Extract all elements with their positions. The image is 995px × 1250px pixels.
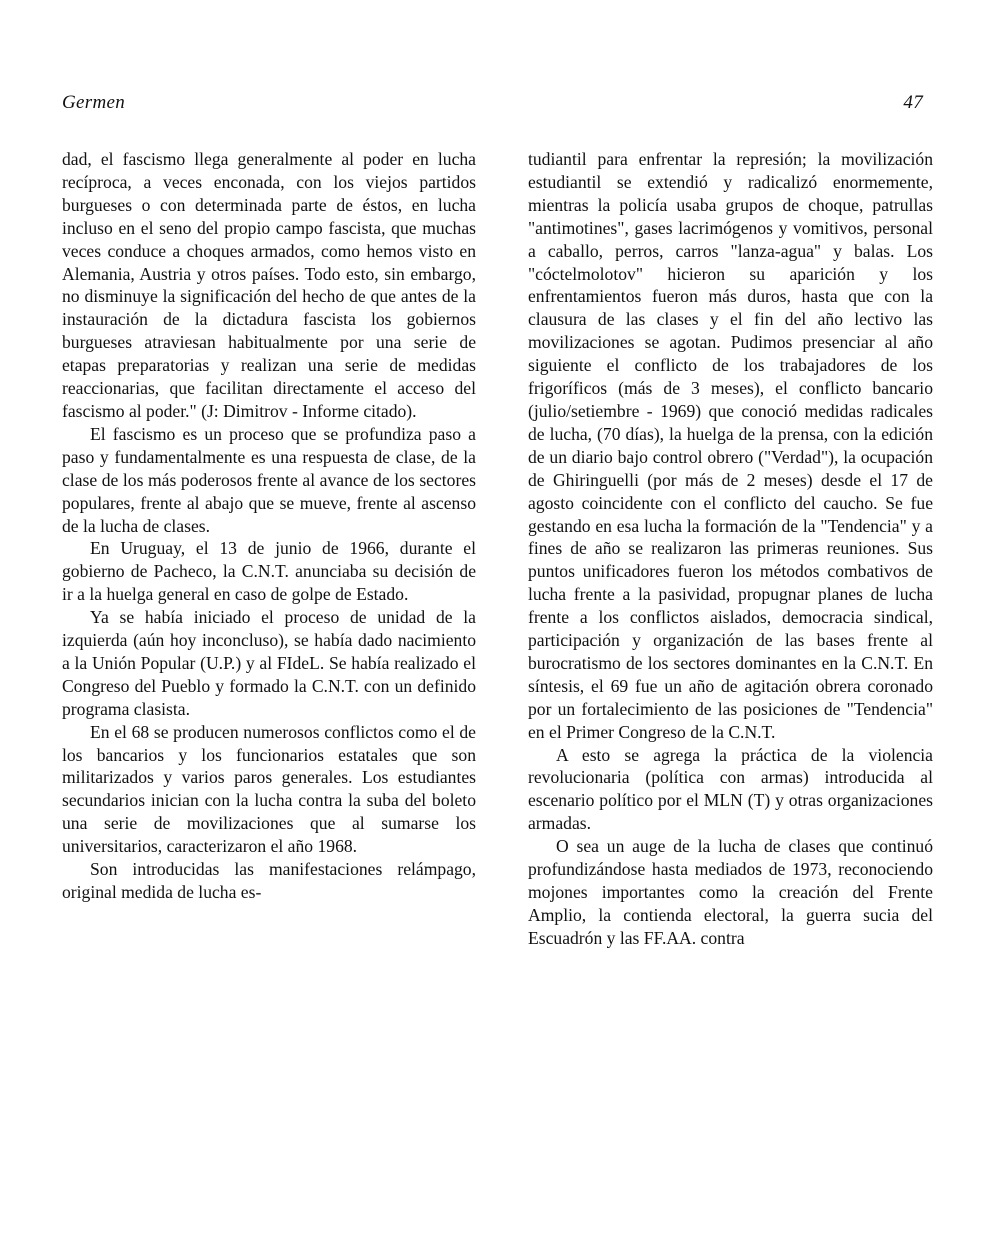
paragraph: A esto se agrega la práctica de la violencia revolucionaria (política con armas) introducida al escenario político por el MLN (T) y otras organizaciones armadas. bbox=[528, 744, 933, 834]
paragraph: O sea un auge de la lucha de clases que continuó profundizándose hasta mediados de 1973, reconociendo mojones importantes como la creación del Frente Amplio, la contienda electoral, la guerra sucia del Escuadrón y las FF.AA. contra bbox=[528, 836, 933, 948]
paragraph: En el 68 se producen numerosos conflictos como el de los bancarios y los funcionarios estatales que son militarizados y varios paros generales. Los estudiantes secundarios inician con la lucha contra la suba del boleto una serie de movilizaciones que al sumarse los universitarios, caracterizaron el año 1968. bbox=[62, 721, 476, 857]
paragraph: El fascismo es un proceso que se profundiza paso a paso y fundamentalmente es una respuesta de clase, de la clase de los más poderosos frente al avance de los sectores populares, frente al abajo que se mueve, frente al ascenso de la lucha de clases. bbox=[62, 423, 476, 536]
paragraph: tudiantil para enfrentar la represión; la movilización estudiantil se extendió y radicalizó enormemente, mientras la policía usaba grupos de choque, patrullas "antimotines", gases lacrimógenos y vomitivos, personal a caballo, perros, carros "lanza-agua" y balas. Los "cóctelmolotov" hicieron su aparición y los enfrentamientos fueron más duros, hasta que con la clausura de las clases y el fin del año lectivo las movilizaciones se agotan. Pudimos presenciar al año siguiente el conflicto de los trabajadores de los frigoríficos (más de 3 meses), el conflicto bancario (julio/setiembre - 1969) que conoció medidas radicales de lucha, (70 días), la huelga de la prensa, con la edición de un diario bajo control obrero ("Verdad"), la ocupación de Ghiringuelli (por más de 2 meses) desde el 17 de agosto coincidente con el conflicto del caucho. Se fue gestando en esa lucha la formación de la "Tendencia" y a fines de año se realizaron las primeras reuniones. Sus puntos unificadores fueron los métodos combativos de lucha frente a la pasividad, propugnar planes de lucha frente a los conflictos aislados, democracia sindical, participación y organización de las bases frente al burocratismo de los sectores dominantes en la C.N.T. En síntesis, el 69 fue un año de agitación obrera coronado por un fortalecimiento de las posiciones de "Tendencia" en el Primer Congreso de la C.N.T. bbox=[528, 149, 933, 742]
paragraph: En Uruguay, el 13 de junio de 1966, durante el gobierno de Pacheco, la C.N.T. anunciaba su decisión de ir a la huelga general en caso de golpe de Estado. bbox=[62, 538, 476, 605]
paragraph: Son introducidas las manifestaciones relámpago, original medida de lucha es- bbox=[62, 859, 476, 902]
left-column bbox=[62, 148, 476, 904]
page-number: 47 bbox=[903, 92, 923, 113]
paragraph: Ya se había iniciado el proceso de unidad de la izquierda (aún hoy inconcluso), se había dado nacimiento a la Unión Popular (U.P.) y al FIdeL. Se había realizado el Congreso del Pueblo y formado la C.N.T. con un definido programa clasista. bbox=[62, 607, 476, 719]
running-head-title: Germen bbox=[62, 92, 126, 113]
paragraph: dad, el fascismo llega generalmente al poder en lucha recíproca, a veces enconada, con los viejos partidos burgueses o con determinada parte de éstos, en lucha incluso en el seno del propio campo fascista, que muchas veces conduce a choques armados, como hemos visto en Alemania, Austria y otros países. Todo esto, sin embargo, no disminuye la significación del hecho de que antes de la instauración de la dictadura fascista los gobiernos burgueses atraviesan habitualmente por una serie de etapas preparatorias y realizan una serie de medidas reaccionarias, que facilitan directamente el acceso del fascismo al poder." (J: Dimitrov - Informe citado). bbox=[62, 149, 476, 421]
right-column bbox=[528, 148, 933, 950]
